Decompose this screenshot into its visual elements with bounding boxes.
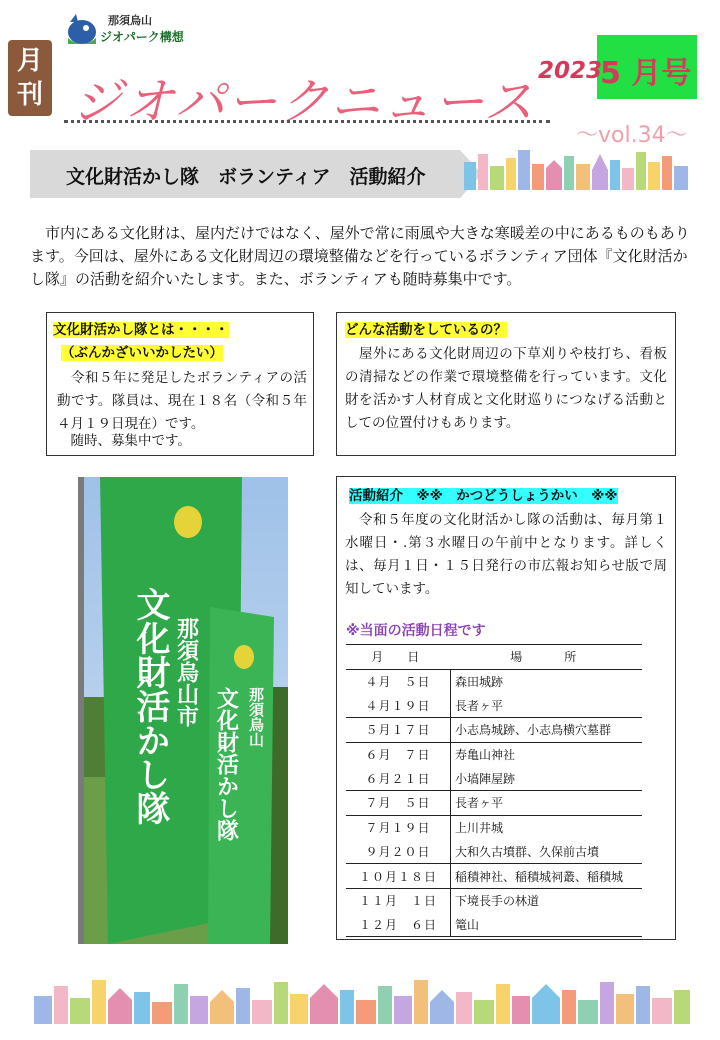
schedule-date: １２月 ６日 [346, 913, 451, 937]
schedule-place: 寿亀山神社 [455, 748, 516, 763]
schedule-date: ４月 ５日 [346, 669, 451, 693]
schedule-row [346, 840, 642, 864]
intro-text [30, 222, 696, 291]
schedule-place: 大和久古墳群、久保前古墳 [451, 840, 643, 864]
volume-number: ～vol.34～ [576, 123, 688, 148]
about-group-recruit: 随時、募集中です。 [57, 433, 191, 449]
photo-flag-right-sub: 那須烏山 [247, 687, 265, 747]
town-footer-illustration-icon [34, 976, 690, 1024]
schedule-title: ※当面の活動日程です [346, 623, 486, 639]
title-divider [64, 120, 550, 123]
activities-body: 屋外にある文化財周辺の下草刈りや枝打ち、看板の清掃などの作業で環境整備を行っています。文化財を活かす人材育成と文化財巡りにつなげる活動としての位置付けもあります。 [345, 346, 667, 431]
monthly-tag [8, 40, 52, 116]
schedule-place: 小塙陣屋跡 [451, 766, 643, 790]
schedule-date: ６月２１日 [346, 766, 451, 790]
about-group-box [46, 312, 314, 456]
newsletter-title: ジオパークニュース [72, 73, 536, 131]
schedule-place: 上川井城 [455, 821, 504, 836]
logo-text-city: 那須烏山 [108, 14, 152, 27]
schedule-date: ７月 ５日 [346, 791, 451, 816]
schedule-row [346, 864, 642, 889]
activity-intro-body: 令和５年度の文化財活かし隊の活動は、毎月第１水曜日・.第３水曜日の午前中となります。詳しくは、毎月１日・１５日発行の市広報お知らせ版で周知しています。 [345, 512, 667, 597]
schedule-place: 稲積神社、稲積城祠叢、稲積城 [451, 864, 643, 889]
about-group-body: 令和５年に発足したボランティアの活動です。隊員は、現在１８名（令和５年４月１９日現在）です。 [57, 370, 307, 432]
schedule-row [346, 669, 642, 693]
about-group-heading: 文化財活かし隊とは・・・・ [53, 322, 229, 338]
schedule-row [346, 693, 642, 717]
schedule-row [346, 742, 642, 766]
schedule-date: ５月１７日 [346, 718, 451, 743]
schedule-date: １１月 １日 [346, 888, 451, 912]
schedule-row [346, 766, 642, 790]
photo-flag-left-sub: 那須烏山市 [173, 617, 199, 727]
schedule-row [346, 888, 642, 912]
schedule-header-row [346, 645, 642, 670]
logo-text-geopark: ジオパーク構想 [100, 30, 184, 44]
photo-flag-right-text: 文化財活かし隊 [213, 687, 239, 841]
schedule-place: 小志鳥城跡、小志鳥横穴墓群 [451, 718, 643, 743]
volunteer-banner-photo [78, 477, 288, 944]
monthly-tag-char-2: 刊 [16, 80, 43, 110]
schedule-header-date: 月 日 [346, 645, 451, 670]
schedule-date: ７月１９日 [346, 815, 451, 839]
schedule-row [346, 815, 642, 839]
schedule-row [346, 718, 642, 743]
activity-intro-heading: 活動紹介 ※※ かつどうしょうかい ※※ [349, 488, 618, 504]
schedule-row [346, 913, 642, 937]
activities-box [336, 312, 676, 456]
schedule-table [346, 644, 642, 937]
section-banner-title: 文化財活かし隊 ボランティア 活動紹介 [66, 166, 426, 188]
monthly-tag-char-1: 月 [16, 46, 43, 76]
schedule-row [346, 791, 642, 816]
about-group-reading: （ぶんかざいいかしたい） [61, 345, 223, 361]
issue-year: 2023 [538, 58, 603, 84]
schedule-date: １０月１８日 [346, 864, 451, 889]
schedule-header-place: 場 所 [451, 645, 643, 670]
schedule-date: ６月 ７日 [346, 742, 451, 766]
schedule-date: ９月２０日 [346, 840, 451, 864]
schedule-place: 篭山 [451, 913, 643, 937]
activities-heading: どんな活動をしているの？ [345, 322, 507, 338]
town-illustration-icon [464, 148, 694, 192]
photo-flag-left-text: 文化財活かし隊 [130, 587, 170, 825]
schedule-place: 長者ヶ平 [451, 791, 643, 816]
intro-paragraph: 市内にある文化財は、屋内だけではなく、屋外で常に雨風や大きな寒暖差の中にあるものもあります。今回は、屋外にある文化財周辺の環境整備などを行っているボランティア団体『文化財活かし隊』の活動を紹介いたします。また、ボランティアも随時募集中です。 [30, 224, 690, 288]
schedule-place: 長者ヶ平 [451, 693, 643, 717]
issue-month: 5 月号 [600, 56, 692, 91]
schedule-place: 下境長手の林道 [455, 894, 540, 909]
schedule-date: ４月１９日 [346, 693, 451, 717]
schedule-place: 森田城跡 [455, 675, 504, 690]
